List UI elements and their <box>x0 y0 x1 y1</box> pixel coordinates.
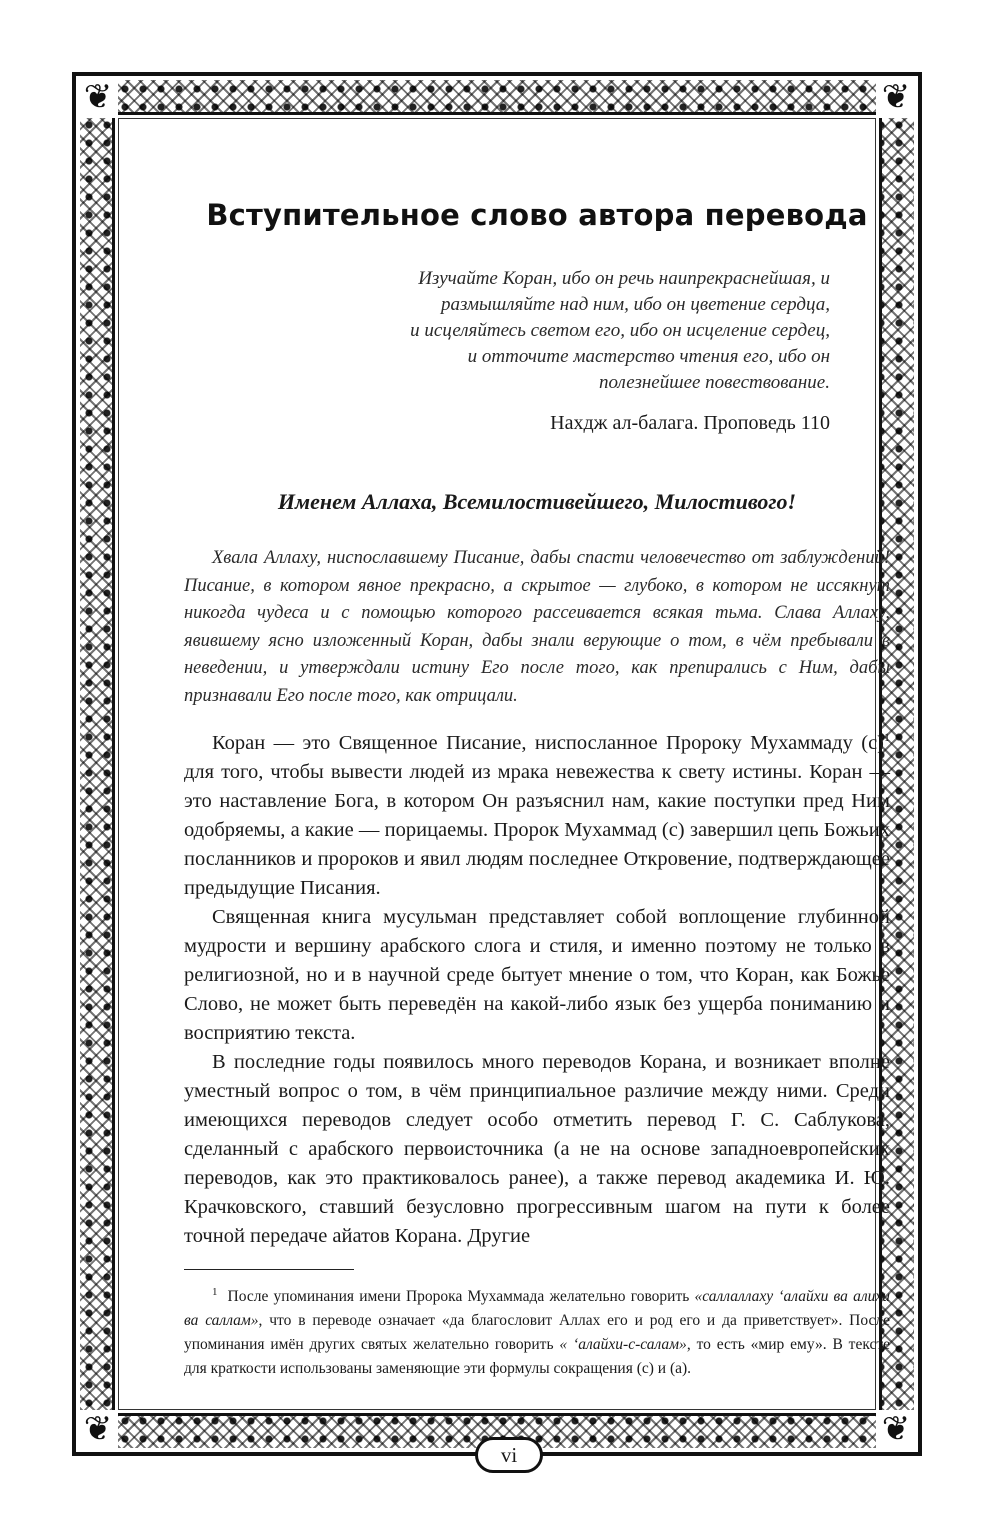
footnote <box>184 1285 890 1381</box>
footnote-divider <box>184 1269 354 1270</box>
footnote-marker: 1 <box>212 1285 218 1298</box>
corner-ornament-icon: ❦ <box>78 1410 118 1450</box>
paragraph-text: Коран — это Священное Писание, ниспосланное Пророку Мухаммаду (с) <box>212 731 884 754</box>
epigraph-source: Нахдж ал-балага. Проповедь 110 <box>550 412 830 434</box>
footnote-italic: « ‘алайхи-с-салам» <box>559 1336 687 1353</box>
page-content <box>184 190 890 1397</box>
epigraph-line: и исцеляйтесь светом его, ибо он исцеление сердец, <box>410 320 830 341</box>
epigraph-line: и отточите мастерство чтения его, ибо он <box>467 346 830 367</box>
footnote-text: , то есть «мир ему». В тексте для краткости использованы заменяющие эти формулы сокращения (с) и (а). <box>184 1336 891 1377</box>
corner-ornament-icon: ❦ <box>876 78 916 118</box>
epigraph-line: размышляйте над ним, ибо он цветение сердца, <box>440 294 830 315</box>
epigraph-line: Изучайте Коран, ибо он речь наипрекраснейшая, и <box>418 268 830 289</box>
page-number: vi <box>475 1437 543 1473</box>
footnote-text: , что в переводе означает «да благословит Аллах его и род его и да приветствует». После упоминания имён других святых желательно говорить <box>184 1312 891 1353</box>
body-paragraph-3: В последние годы появилось много переводов Корана, и возникает вполне уместный вопрос о том, в чём принципиальное различие между ними. Среди имеющихся переводов следует особо отметить перевод Г. С. Саблукова, сделанный с арабского первоисточника (а не на основе западноевропейских переводов, как это практиковалось ранее), а также перевод академика И. Ю. Крачковского, ставший безусловно прогрессивным шагом на пути к более точной передаче айатов Корана. Другие <box>184 1050 890 1247</box>
praise-paragraph: Хвала Аллаху, ниспославшему Писание, дабы спасти человечество от заблуждений! Писание, в котором явное прекрасно, а скрытое — глубоко, в котором не иссякнут никогда чудеса и с помощью которого рассеивается всякая тьма. Слава Аллаху, явившему ясно изложенный Коран, дабы знали верующие о том, в чём пребывали в неведении, и утверждали истину Его после того, как препирались с Ним, дабы признавали Его после того, как отрицали. <box>184 548 890 706</box>
paragraph-text: для того, чтобы вывести людей из мрака невежества к свету истины. Коран — это наставление Бога, в котором Он разъяснил нам, какие поступки пред Ним одобряемы, а какие — порицаемы. Пророк Мухаммад (с) завершил цепь Божьих посланников и пророков и явил людям последнее Откровение, подтверждающее предыдущие Писания. <box>184 760 890 899</box>
body-paragraph-1 <box>184 729 890 903</box>
corner-ornament-icon: ❦ <box>78 78 118 118</box>
epigraph-line: полезнейшее повествование. <box>598 372 830 393</box>
epigraph <box>184 266 830 396</box>
basmala-heading: Именем Аллаха, Всемилостивейшего, Милостивого! <box>277 489 797 514</box>
corner-ornament-icon: ❦ <box>876 1410 916 1450</box>
body-paragraph-2: Священная книга мусульман представляет собой воплощение глубинной мудрости и вершину арабского слога и стиля, и именно поэтому не только в религиозной, но и в научной среде бытует мнение о том, что Коран, как Божье Слово, не может быть переведён на какой-либо язык без ущерба пониманию и восприятию текста. <box>184 905 890 1044</box>
page-title: Вступительное слово автора перевода <box>206 198 868 232</box>
footnote-reference[interactable]: 1 <box>884 729 890 744</box>
footnote-text: После упоминания имени Пророка Мухаммада желательно говорить <box>227 1288 695 1305</box>
footnote-italic: «саллаллаху ‘алайхи ва алихи ва саллам» <box>184 1288 890 1329</box>
